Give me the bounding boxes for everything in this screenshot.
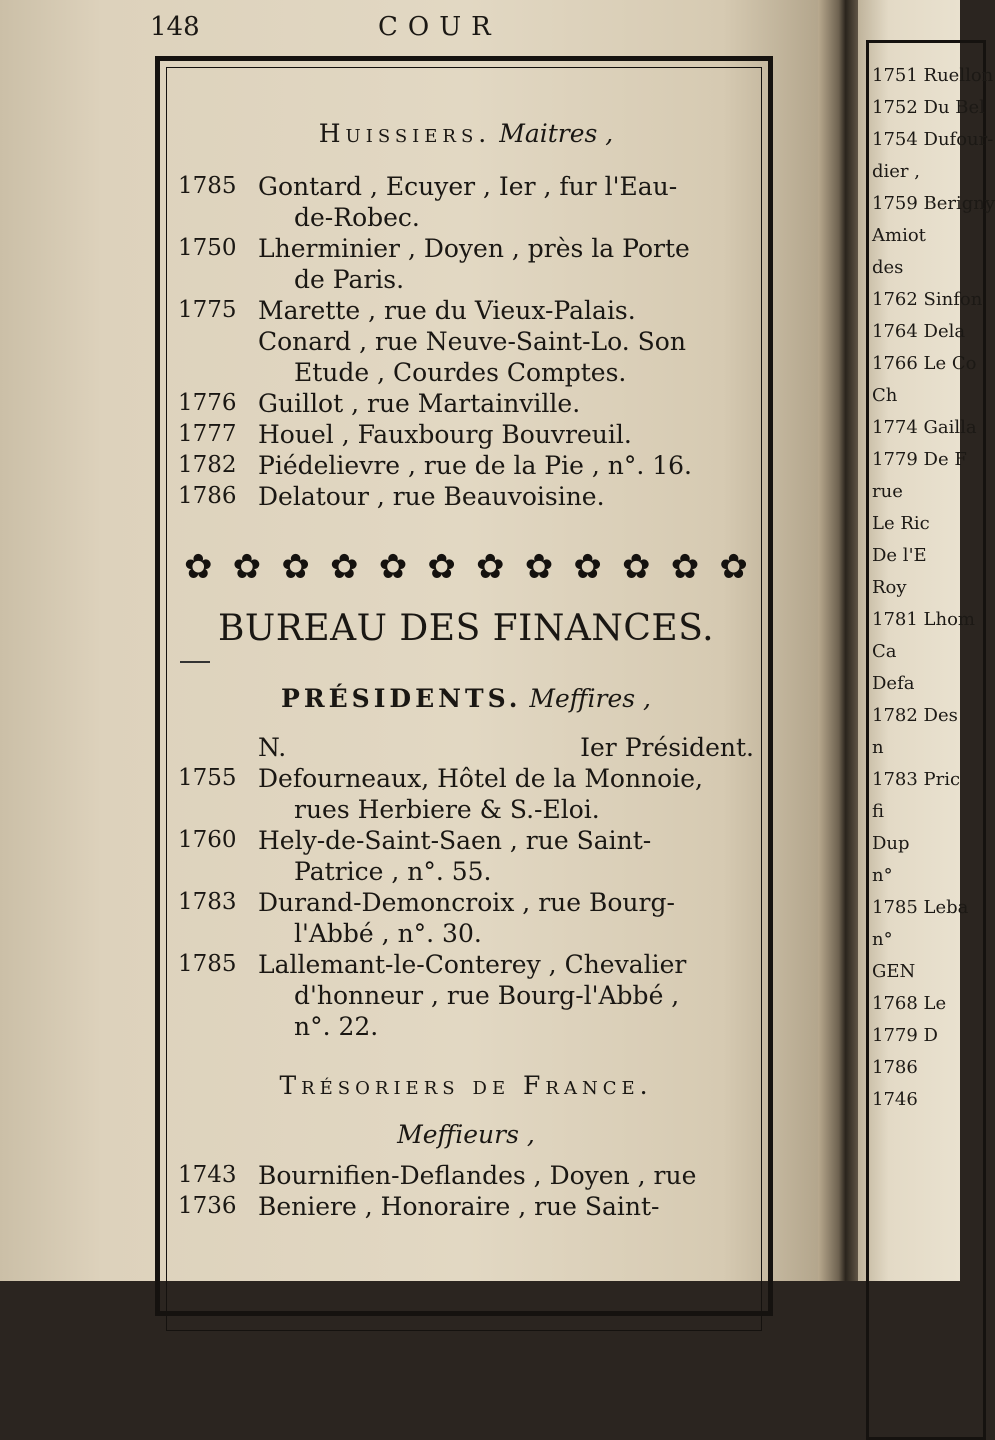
facing-page-line: 1754 Dufour- (872, 129, 994, 150)
huissiers-list (178, 171, 754, 512)
list-item (178, 481, 754, 512)
list-item (178, 171, 754, 233)
facing-page-line: n° (872, 865, 893, 886)
facing-page-line: 1764 Dela (872, 321, 966, 342)
entry-continuation: d'honneur , rue Bourg-l'Abbé , (294, 981, 680, 1010)
list-item (178, 388, 754, 419)
facing-page-line: Amiot (872, 225, 926, 246)
entry-continuation: de Paris. (294, 265, 405, 294)
facing-page-line: 1779 De F (872, 449, 967, 470)
entry-year: 1783 (178, 889, 237, 915)
facing-page-line: n (872, 737, 884, 758)
facing-page-line: 1752 Du Bel (872, 97, 985, 118)
facing-page-line: rue (872, 481, 903, 502)
flower-ornament-icon: ✿ (184, 547, 213, 587)
entry-text: Marette , rue du Vieux-Palais. (258, 296, 636, 325)
floral-ornament-rule (184, 547, 748, 587)
entry-year: 1760 (178, 827, 237, 853)
list-item (178, 825, 754, 887)
facing-page-line: 1774 Gailla (872, 417, 977, 438)
facing-page-line: De l'E (872, 545, 927, 566)
entry-text: Lallemant-le-Conterey , Chevalier (258, 950, 687, 979)
entry-text: Delatour , rue Beauvoisine. (258, 482, 605, 511)
flower-ornament-icon: ✿ (573, 547, 602, 587)
bureau-title: BUREAU DES FINANCES. (217, 608, 715, 649)
entry-year: 1786 (178, 483, 237, 509)
facing-page-line: 1751 Ruellon (872, 65, 994, 86)
entry-year: 1776 (178, 390, 237, 416)
facing-page-line: 1782 Des (872, 705, 958, 726)
presidents-heading: PRÉSIDENTS. Meffires , (281, 684, 651, 713)
entry-year: 1775 (178, 297, 237, 323)
entry-year: 1777 (178, 421, 237, 447)
entry-text: Gontard , Ecuyer , Ier , fur l'Eau- (258, 172, 678, 201)
divider (180, 661, 210, 663)
list-item (178, 763, 754, 825)
facing-page-line: des (872, 257, 904, 278)
entry-text: Piédelievre , rue de la Pie , n°. 16. (258, 451, 692, 480)
page-number: 148 (150, 12, 200, 42)
facing-page-line: 1762 Sinfon (872, 289, 983, 310)
facing-page-line: 1783 Pric (872, 769, 961, 790)
list-item (178, 326, 754, 388)
facing-page-line: 1785 Leba (872, 897, 969, 918)
entry-continuation: n°. 22. (294, 1012, 379, 1041)
facing-page-line: 1759 Berigny (872, 193, 995, 214)
entry-continuation: rues Herbiere & S.-Eloi. (294, 795, 600, 824)
entry-continuation: Etude , Courdes Comptes. (294, 358, 627, 387)
entry-text: Houel , Fauxbourg Bouvreuil. (258, 420, 632, 449)
facing-page-line: Le Ric (872, 513, 930, 534)
entry-year: 1785 (178, 173, 237, 199)
entry-year (178, 326, 258, 388)
entry-continuation: de-Robec. (294, 203, 420, 232)
presidents-list (178, 763, 754, 1042)
facing-page-line: Roy (872, 577, 907, 598)
facing-page-line: 1779 D (872, 1025, 938, 1046)
entry-continuation: Patrice , n°. 55. (294, 857, 492, 886)
facing-page-line: 1781 Lhom (872, 609, 975, 630)
entry-year: 1750 (178, 235, 237, 261)
facing-page-line: 1768 Le (872, 993, 947, 1014)
facing-page-line: Defa (872, 673, 915, 694)
facing-page-line: Ca (872, 641, 897, 662)
flower-ornament-icon: ✿ (427, 547, 456, 587)
entry-year: 1755 (178, 765, 237, 791)
facing-page-line: dier , (872, 161, 920, 182)
facing-page-line: 1766 Le Co (872, 353, 977, 374)
list-item (178, 949, 754, 1042)
entry-year: 1736 (178, 1193, 237, 1219)
facing-page-line: Ch (872, 385, 898, 406)
entry-continuation: l'Abbé , n°. 30. (294, 919, 482, 948)
entry-text: Bournifien-Deflandes , Doyen , rue (258, 1161, 697, 1190)
flower-ornament-icon: ✿ (378, 547, 408, 587)
facing-page-line: Dup (872, 833, 910, 854)
running-title: COUR (378, 12, 501, 42)
list-item (178, 233, 754, 295)
huissiers-heading: Huissiers. Maitres , (318, 119, 614, 148)
list-item (178, 1191, 754, 1222)
list-item (178, 887, 754, 949)
facing-page-line: GEN (872, 961, 916, 982)
tresoriers-heading: Trésoriers de France. (279, 1071, 653, 1100)
facing-page-text (872, 60, 995, 1116)
entry-text: Hely-de-Saint-Saen , rue Saint- (258, 826, 652, 855)
list-item (178, 1160, 754, 1191)
first-president-line: N. Ier Président. (258, 733, 754, 762)
list-item (178, 450, 754, 481)
page-text (178, 118, 754, 1222)
flower-ornament-icon: ✿ (622, 547, 651, 587)
list-item (178, 295, 754, 326)
entry-text: Beniere , Honoraire , rue Saint- (258, 1192, 660, 1221)
entry-year: 1743 (178, 1162, 237, 1188)
entry-text: Lherminier , Doyen , près la Porte (258, 234, 690, 263)
tresoriers-list (178, 1160, 754, 1222)
entry-text: Durand-Demoncroix , rue Bourg- (258, 888, 675, 917)
flower-ornament-icon: ✿ (719, 547, 748, 587)
flower-ornament-icon: ✿ (524, 547, 554, 587)
entry-text: Defourneaux, Hôtel de la Monnoie, (258, 764, 703, 793)
flower-ornament-icon: ✿ (670, 547, 700, 587)
facing-page-line: 1786 (872, 1057, 918, 1078)
flower-ornament-icon: ✿ (232, 547, 262, 587)
tresoriers-subheading: Meffieurs , (397, 1120, 535, 1149)
facing-page-line: fi (872, 801, 885, 822)
flower-ornament-icon: ✿ (330, 547, 359, 587)
entry-text: Conard , rue Neuve-Saint-Lo. Son (258, 327, 686, 356)
entry-text: Guillot , rue Martainville. (258, 389, 581, 418)
flower-ornament-icon: ✿ (281, 547, 310, 587)
flower-ornament-icon: ✿ (476, 547, 505, 587)
entry-year: 1785 (178, 951, 237, 977)
list-item (178, 419, 754, 450)
entry-year: 1782 (178, 452, 237, 478)
facing-page-line: n° (872, 929, 893, 950)
facing-page-line: 1746 (872, 1089, 918, 1110)
